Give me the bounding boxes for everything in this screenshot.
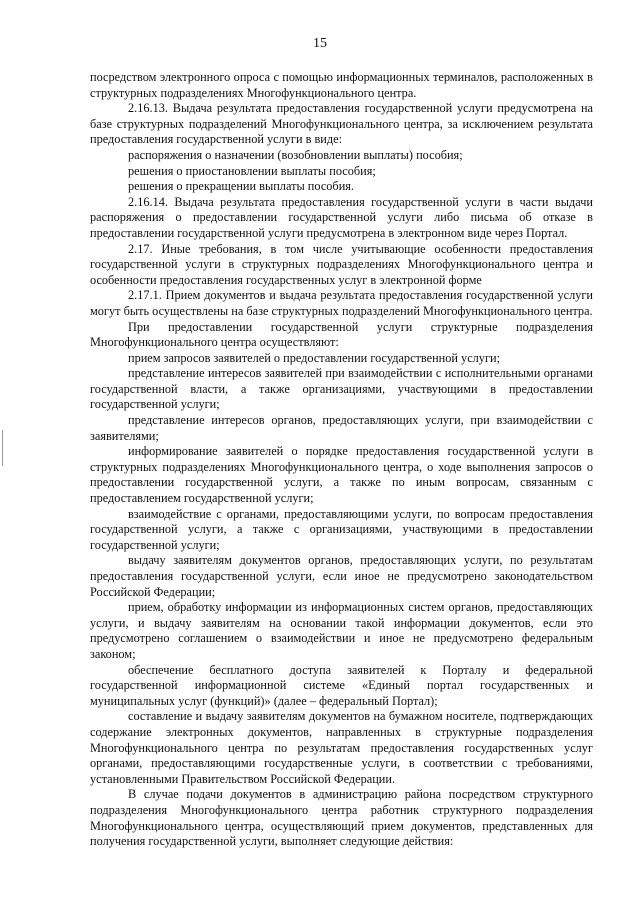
list-item: представление интересов органов, предоставляющих услуги, при взаимодействии с заявителями; (90, 413, 593, 443)
list-item: взаимодействие с органами, предоставляющими услуги, по вопросам предоставления государственной услуги, а также с организациями, участвующими в предоставлении государственной услуги; (90, 506, 593, 552)
list-item: составление и выдачу заявителям документов на бумажном носителе, подтверждающих содержание электронных документов, направленных в структурные подразделения Многофункционального центра по результатам предоставления государственных услуг органами, предоставляющими государственные услуги, в соответствии с требованиями, установленными Правительством Российской Федерации. (90, 709, 593, 786)
paragraph: При предоставлении государственной услуги структурные подразделения Многофункционального центра осуществляют: (90, 319, 593, 350)
list-item: выдачу заявителям документов органов, предоставляющих услуги, по результатам предоставления государственной услуги, если иное не предусмотрено законодательством Российской Федерации; (90, 553, 593, 599)
list-item: прием запросов заявителей о предоставлении государственной услуги; (128, 350, 500, 365)
paragraph: 2.16.13. Выдача результата предоставления государственной услуги предусмотрена на базе структурных подразделений Многофункционального центра, за исключением результата предоставления государственной услуги в виде: (90, 101, 593, 147)
scan-margin-mark (2, 430, 3, 466)
document-body (90, 70, 593, 850)
list-item: информирование заявителей о порядке предоставления государственной услуги в структурных подразделениях Многофункционального центра, о ходе выполнения запросов о предоставлении государственной услуги, а также по иным вопросам, связанным с предоставлением государственной услуги; (90, 444, 593, 506)
paragraph: 2.16.14. Выдача результата предоставления государственной услуги в части выдачи распоряжения о предоставлении государственной услуги либо письма об отказе в предоставлении государственной услуги предусмотрена в электронном виде через Портал. (90, 194, 593, 240)
paragraph: 2.17.1. Прием документов и выдача результата предоставления государственной услуги могут быть осуществлены на базе структурных подразделений Многофункционального центра. (90, 288, 593, 318)
list-item: распоряжения о назначении (возобновлении выплаты) пособия; (128, 147, 463, 162)
list-item: решения о приостановлении выплаты пособия; (128, 163, 376, 178)
list-item: прием, обработку информации из информационных систем органов, предоставляющих услуги, и выдачу заявителям на основании такой информации документов, если это предусмотрено соглашением о взаимодействии и иное не предусмотрено федеральным законом; (90, 600, 593, 661)
list-item: обеспечение бесплатного доступа заявителей к Порталу и федеральной государственной информационной системе «Единый портал государственных и муниципальных услуг (функций)» (далее – федеральный Портал); (90, 662, 593, 708)
section-heading: 2.17. Иные требования, в том числе учитывающие особенности предоставления государственной услуги в структурных подразделениях Многофункционального центра и особенности предоставления государственных услуг в электронной форме (90, 241, 593, 287)
list-item: решения о прекращении выплаты пособия. (128, 179, 355, 194)
paragraph: В случае подачи документов в администрацию района посредством структурного подразделения Многофункционального центра работник структурного подразделения Многофункционального центра, осуществляющий прием документов, представленных для получения государственной услуги, выполняет следующие действия: (90, 787, 593, 849)
paragraph: посредством электронного опроса с помощью информационных терминалов, расположенных в структурных подразделениях Многофункционального центра. (90, 70, 593, 100)
page-number: 15 (313, 36, 327, 51)
list-item: представление интересов заявителей при взаимодействии с исполнительными органами государственной власти, а также организациями, участвующими в предоставлении государственной услуги; (90, 366, 593, 412)
